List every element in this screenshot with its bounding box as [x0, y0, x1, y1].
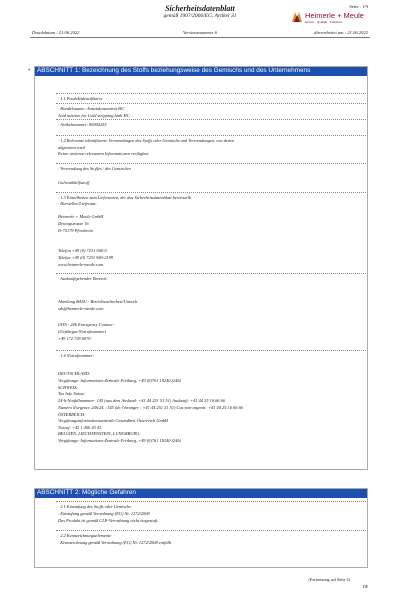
text-line: abgeraten wird [58, 145, 85, 150]
text-line: Dennigstrasse 16 [58, 221, 89, 226]
text-line: Vergiftungs- Informations-Zentrale Freiburg, +49 (0)761 19240 (24h) [58, 378, 182, 383]
text-line: Acid mixture for Gold stripping bath HC [58, 113, 130, 118]
dotted-separator [56, 119, 366, 120]
text-line: · Artikelnummer: 86900255 [58, 122, 107, 127]
text-line: www.heimerle-meule.com [58, 262, 104, 267]
text-line: DEUTSCHLAND: [58, 371, 91, 376]
text-line: D-75179 Pforzheim [58, 228, 93, 233]
logo-mark-icon [290, 10, 304, 24]
text-line: Telefon +49 (0) 7231 940-0 [58, 248, 107, 253]
text-line: SCHWEIZ: [58, 385, 79, 390]
text-line: · Einstufung gemäß Verordnung (EG) Nr. 1272/2008 [58, 511, 150, 516]
version-number: Versionsnummer 6 [182, 30, 218, 35]
language-code: DE [362, 585, 368, 589]
revision-date: überarbeitet am : 21.06.2022 [314, 30, 368, 35]
text-line: · Handelsname: Ansatzkonzentrat HC [58, 106, 125, 111]
logo-tagline: Einheit · Qualität · Präzision [305, 20, 343, 24]
text-line: Vergiftungsinformationszentrale Gesundheit Österreich GmbH [58, 418, 169, 423]
text-line: · 1.2 Relevante identifizierte Verwendungen des Stoffs oder Gemischs und Verwendungen, von denen [58, 138, 235, 143]
text-line: Abteilung BASU - Betriebssicherheit/Umwelt [58, 299, 138, 304]
dotted-separator [56, 501, 366, 502]
change-marker: * [28, 69, 31, 74]
print-date: Druckdatum : 21.06.2022 [32, 30, 80, 35]
text-line: BELGIEN, LIECHTENSTEIN, LUXEMBURG: [58, 431, 141, 436]
page-number: Seite : 1/9 [349, 4, 368, 9]
dotted-separator [56, 163, 366, 164]
text-line: · Verwendung des Stoffes / des Gemisches [58, 166, 132, 171]
section-2-title: ABSCHNITT 2: Mögliche Gefahren [34, 488, 368, 498]
text-line: · 2.1 Einstufung des Stoffs oder Gemischs [58, 504, 131, 509]
company-logo [290, 10, 364, 26]
text-line: Numéro d'urgence 24h/24 : 145 (de l'étranger : +41 44 251 51 51) Cas non-urgents: +41 44 25 16 66 66 [58, 405, 243, 410]
text-line: · 1.3 Einzelheiten zum Lieferanten, der das Sicherheitsdatenblatt bereitstellt [58, 195, 192, 200]
text-line: IATA - 24h Emergency Contact - [58, 322, 116, 327]
text-line: Galvanikhilfsstoff [58, 180, 90, 185]
text-line: · Kennzeichnung gemäß Verordnung (EG) Nr. 1272/2008 entfällt [58, 540, 172, 545]
text-line: (Gefahrgut-Notrufnummer) [58, 329, 107, 334]
dotted-separator [56, 350, 366, 351]
document-title: Sicherheitsdatenblatt [165, 4, 235, 13]
text-line: 24-h-Notfallnummer: 145 (aus dem Ausland: +41 44 251 51 51) Auskunft: +41 44 25 16 66 66 [58, 398, 225, 403]
dotted-separator [56, 530, 366, 531]
text-line: Tox Info Suisse [58, 391, 85, 396]
section-2-box [34, 488, 368, 568]
header-rule [30, 37, 370, 38]
text-line: · Hersteller/Lieferant: [58, 201, 97, 206]
text-line: Keine weiteren relevanten Informationen verfügbar. [58, 151, 150, 156]
dotted-separator [56, 135, 366, 136]
text-line: · 1.4 Notrufnummer: [58, 353, 95, 358]
text-line: · 1.1 Produktidentifikator [58, 96, 103, 101]
section-1-title: ABSCHNITT 1: Bezeichnung des Stoffs beziehungsweise des Gemischs und des Unternehmens [34, 66, 368, 76]
text-line: · Auskunftgebender Bereich: [58, 276, 108, 281]
document-subtitle: gemäß 1907/2006/EG, Artikel 31 [163, 13, 237, 19]
dotted-separator [56, 192, 366, 193]
text-line: Heimerle + Meule GmbH [58, 214, 104, 219]
text-line: +49 172 759 6970 [58, 336, 91, 341]
text-line: Notruf: +43 1 406 43 43 [58, 425, 102, 430]
logo-text: Heimerle + Meule [305, 11, 364, 20]
dotted-separator [56, 103, 366, 104]
text-line: · 2.2 Kennzeichnungselemente [58, 533, 112, 538]
text-line: Vergiftungs- Informations-Zentrale Freiburg, +49 (0)761 19240 (24h) [58, 438, 182, 443]
dotted-separator [56, 273, 366, 274]
text-line: Telefax +49 (0) 7231 940-2199 [58, 255, 113, 260]
dotted-separator [56, 93, 366, 94]
continuation-note: (Fortsetzung auf Seite 2) [308, 577, 350, 582]
text-line: sds@heimerle-meule.com [58, 306, 104, 311]
text-line: ÖSTERREICH: [58, 412, 86, 417]
text-line: Das Produkt ist gemäß CLP-Verordnung nicht eingestuft. [58, 518, 159, 523]
